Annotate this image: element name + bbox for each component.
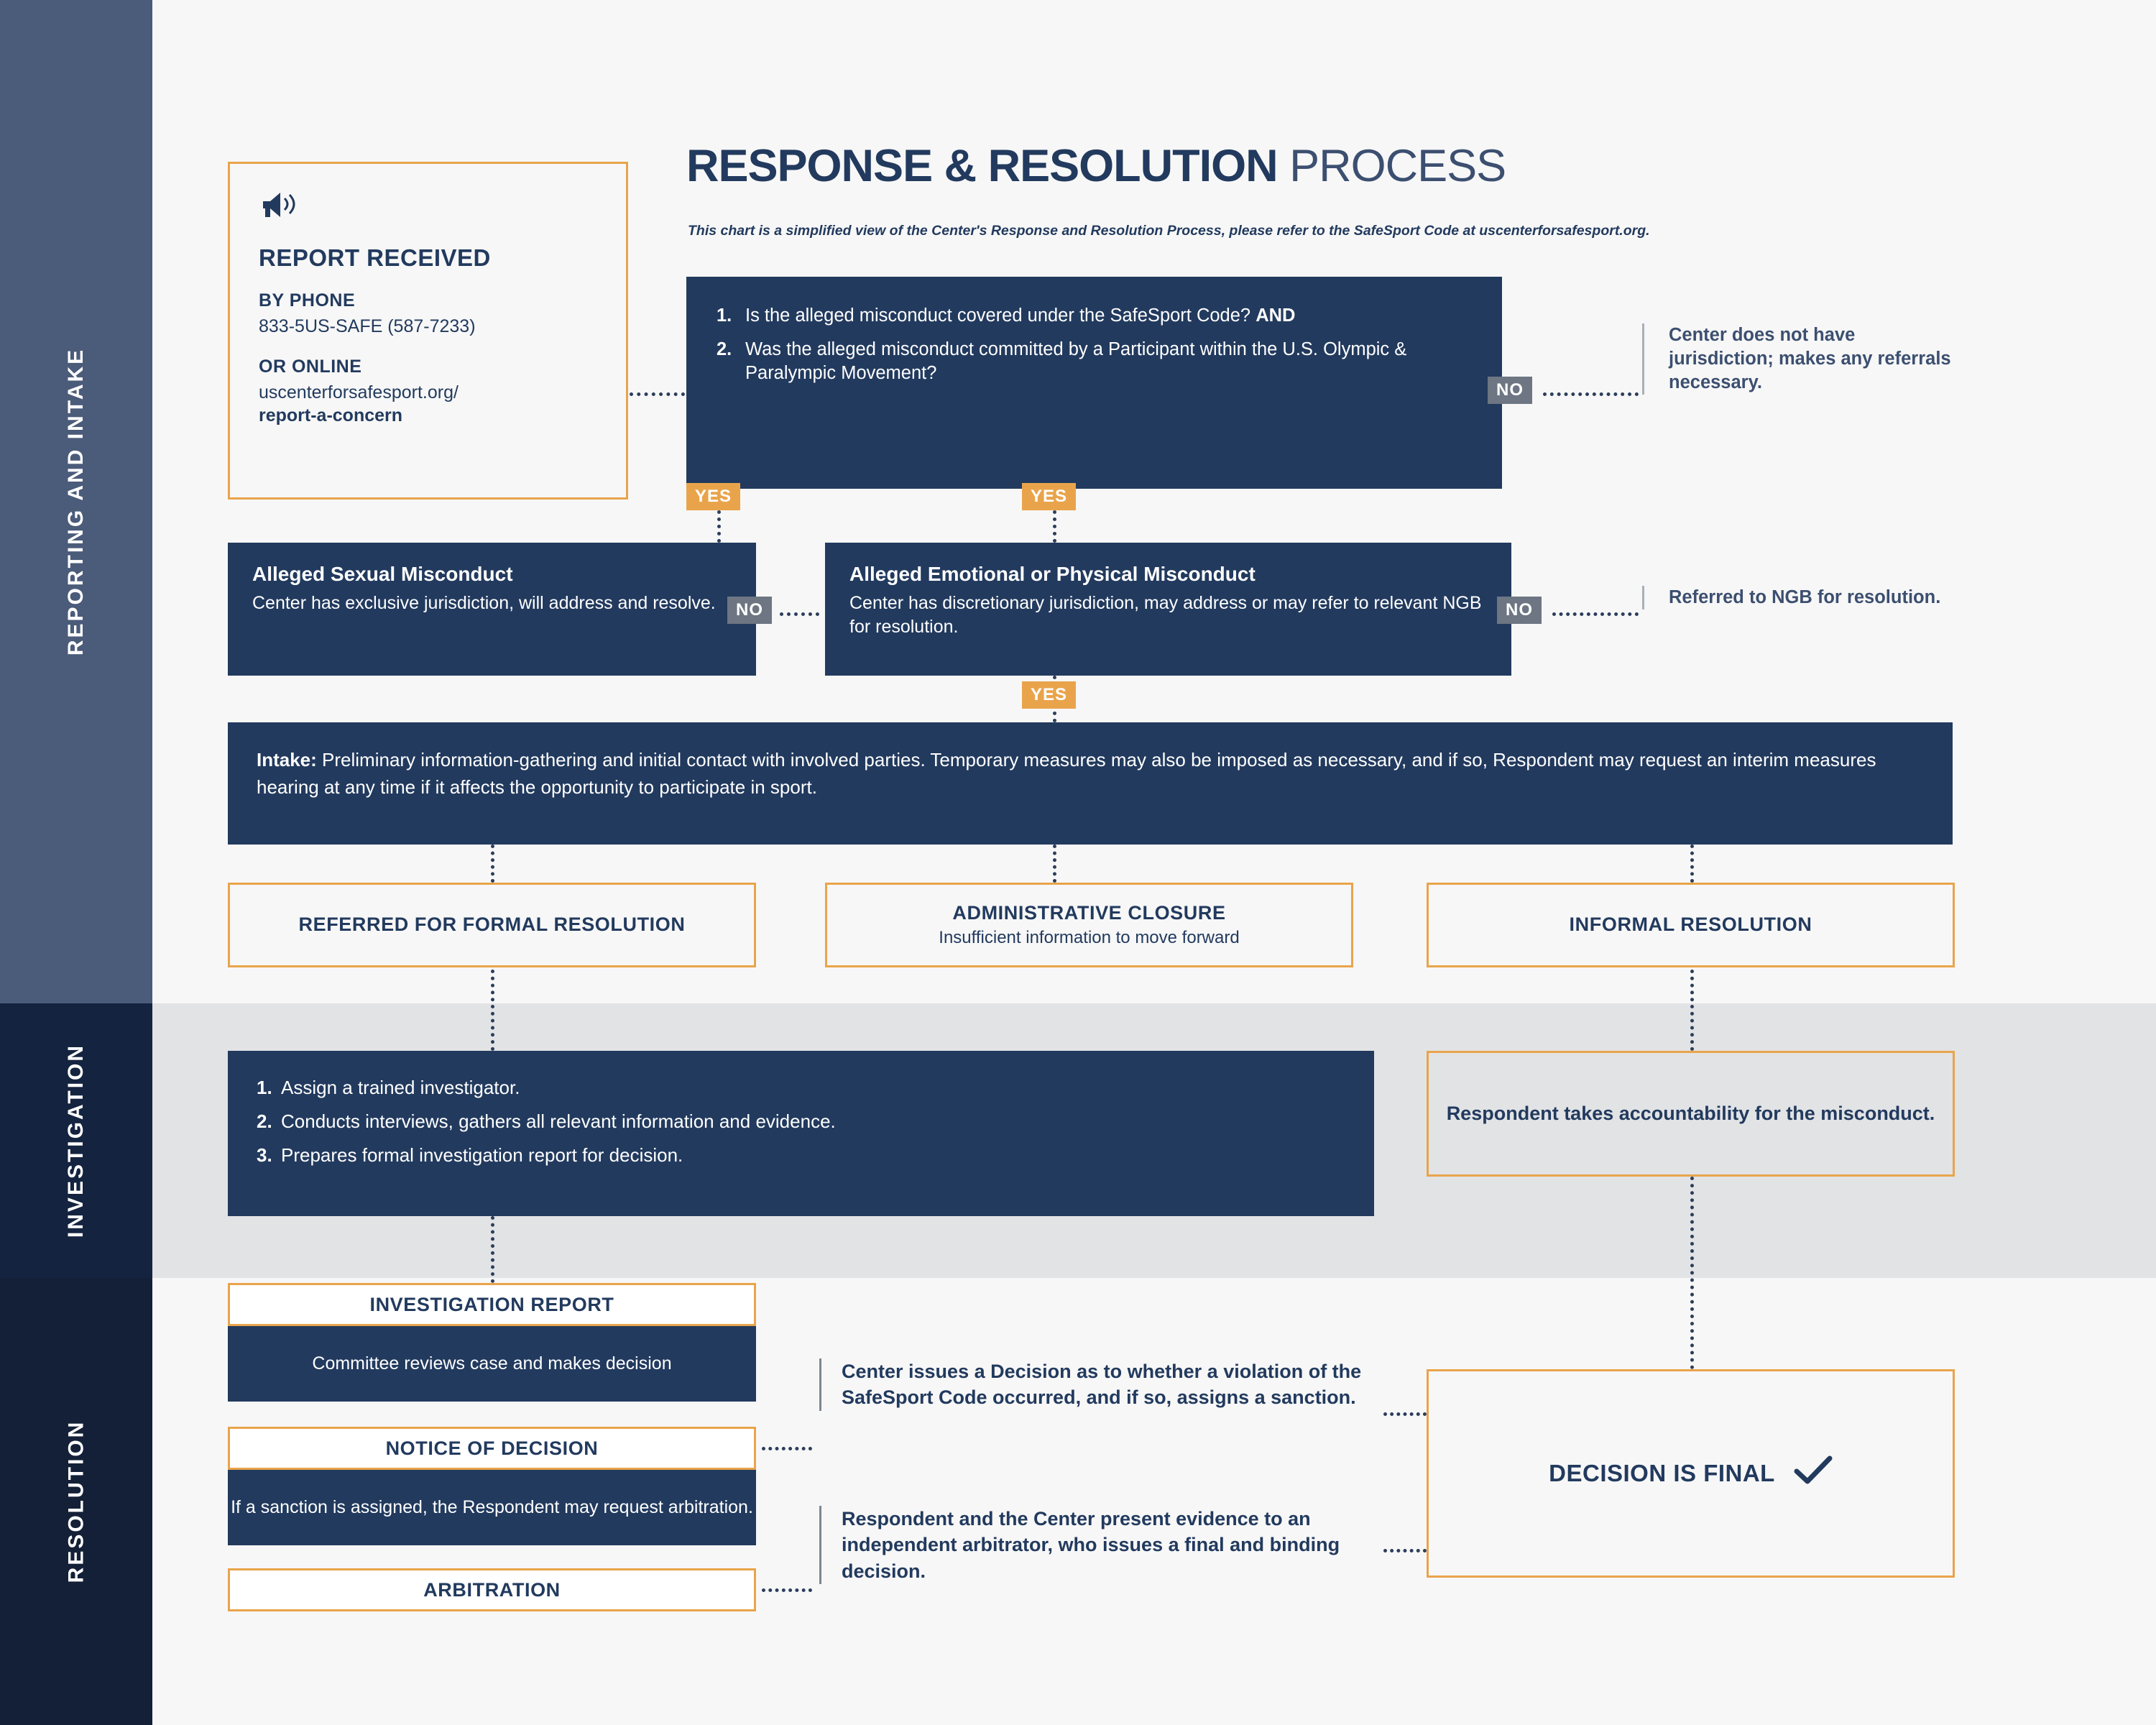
page-subtitle: This chart is a simplified view of the Center's Response and Resolution Process, please refer to the SafeSport Code at uscenterforsafesport.org.	[688, 223, 1650, 239]
investigation-step-3	[257, 1143, 1345, 1168]
report-online-url: uscenterforsafesport.org/	[259, 382, 459, 403]
investigation-step-1	[257, 1075, 1345, 1100]
report-phone-label: BY PHONE	[259, 290, 356, 310]
decision-is-final-label: DECISION IS FINAL	[1549, 1460, 1775, 1486]
jurisdiction-and: AND	[1256, 305, 1296, 326]
emotional-misconduct-title: Alleged Emotional or Physical Misconduct	[849, 563, 1256, 585]
note-no-jurisdiction: Center does not have jurisdiction; makes any referrals necessary.	[1642, 323, 1951, 395]
intake-label: Intake:	[257, 749, 317, 770]
intake-box	[228, 722, 1953, 845]
jurisdiction-question-1-text: Is the alleged misconduct covered under the SafeSport Code? AND	[745, 305, 1296, 326]
sexual-misconduct-title: Alleged Sexual Misconduct	[252, 563, 513, 585]
tag-no-emotional: NO	[1497, 597, 1542, 624]
outcome-administrative-closure-sub: Insufficient information to move forward	[939, 927, 1240, 947]
phase-label-reporting-text: REPORTING AND INTAKE	[64, 347, 88, 656]
outcome-administrative-closure-label: ADMINISTRATIVE CLOSURE	[952, 902, 1226, 924]
page-title-bold: RESPONSE & RESOLUTION	[686, 141, 1278, 191]
phase-label-investigation	[0, 1003, 152, 1278]
emotional-misconduct-box	[825, 543, 1511, 676]
tag-yes-emotional: YES	[1022, 483, 1076, 510]
jurisdiction-question-box	[686, 277, 1502, 489]
investigation-report-header-text: INVESTIGATION REPORT	[369, 1293, 614, 1315]
report-online-value	[259, 382, 597, 427]
report-online-label: OR ONLINE	[259, 356, 362, 377]
connector-decision-note-to-final	[1383, 1412, 1427, 1416]
jurisdiction-question-1	[717, 304, 1472, 328]
report-received-title: REPORT RECEIVED	[259, 244, 491, 271]
connector-emotional-no	[1552, 612, 1639, 616]
respondent-accountability-text: Respondent takes accountability for the misconduct.	[1446, 1102, 1935, 1124]
investigation-step-2-text: Conducts interviews, gathers all relevant information and evidence.	[281, 1110, 836, 1133]
tag-yes-intake: YES	[1022, 681, 1076, 709]
outcome-referred-formal-label: REFERRED FOR FORMAL RESOLUTION	[298, 914, 686, 936]
investigation-step-1-number: 1.	[257, 1077, 272, 1098]
intake-text	[257, 747, 1924, 801]
connector-informal-to-accountability	[1690, 970, 1694, 1051]
connector-notice-to-decision-note	[762, 1447, 812, 1450]
intake-body: Preliminary information-gathering and initial contact with involved parties. Temporary measures may also be imposed as necessary, and if so, Respondent may request an interim measures hearing at any time if it affects the opportunity to participate in sport.	[257, 749, 1876, 798]
investigation-step-2-number: 2.	[257, 1110, 272, 1133]
arbitration-header	[228, 1568, 756, 1611]
investigation-step-3-number: 3.	[257, 1144, 272, 1167]
investigation-step-2	[257, 1109, 1345, 1134]
notice-of-decision-header-text: NOTICE OF DECISION	[385, 1437, 599, 1459]
outcome-informal-resolution-label: INFORMAL RESOLUTION	[1569, 914, 1812, 936]
sexual-misconduct-box	[228, 543, 756, 676]
arbitration-header-text: ARBITRATION	[423, 1578, 561, 1601]
outcome-administrative-closure	[825, 883, 1353, 967]
report-phone-value: 833-5US-SAFE (587-7233)	[259, 316, 476, 336]
jurisdiction-question-2	[717, 338, 1472, 385]
connector-accountability-to-final	[1690, 1177, 1694, 1369]
connector-question-no	[1543, 392, 1639, 396]
tag-yes-sexual: YES	[686, 483, 740, 510]
outcome-referred-formal	[228, 883, 756, 967]
sexual-misconduct-text: Center has exclusive jurisdiction, will address and resolve.	[252, 593, 716, 613]
connector-report-to-question	[630, 392, 685, 396]
notice-of-decision-body	[228, 1470, 756, 1545]
tag-no-jurisdiction: NO	[1488, 377, 1532, 404]
tag-no-sexual: NO	[727, 597, 772, 624]
connector-intake-formal	[491, 845, 494, 883]
note-referred-ngb: Referred to NGB for resolution.	[1642, 586, 1951, 610]
investigation-report-body-text: Committee reviews case and makes decision	[312, 1353, 672, 1374]
megaphone-icon	[259, 188, 597, 226]
decision-is-final-box	[1427, 1369, 1955, 1578]
outcome-informal-resolution	[1427, 883, 1955, 967]
investigation-report-body	[228, 1326, 756, 1402]
report-received-card	[228, 162, 628, 500]
phase-label-reporting	[0, 0, 152, 1003]
checkmark-icon	[1794, 1455, 1833, 1491]
investigation-steps-box	[228, 1051, 1374, 1216]
arbitration-note: Respondent and the Center present evidence to an independent arbitrator, who issues a final and binding decision.	[819, 1506, 1380, 1584]
jurisdiction-question-1-number: 1.	[717, 305, 732, 326]
decision-note: Center issues a Decision as to whether a violation of the SafeSport Code occurred, and if so, assigns a sanction.	[819, 1358, 1365, 1411]
page-title-light: PROCESS	[1277, 141, 1506, 191]
page-title	[686, 140, 1506, 192]
connector-sexual-no	[780, 612, 819, 616]
emotional-misconduct-text: Center has discretionary jurisdiction, may address or may refer to relevant NGB for resolution.	[849, 593, 1482, 637]
investigation-report-header	[228, 1283, 756, 1326]
phase-label-resolution	[0, 1278, 152, 1725]
connector-intake-admin	[1053, 845, 1056, 883]
jurisdiction-question-2-number: 2.	[717, 339, 732, 360]
connector-arbitration-note-to-final	[1383, 1549, 1427, 1552]
connector-formal-to-investigation	[491, 970, 494, 1051]
report-online-path: report-a-concern	[259, 405, 403, 426]
jurisdiction-question-2-text: Was the alleged misconduct committed by a Participant within the U.S. Olympic & Paralympic Movement?	[745, 339, 1407, 384]
investigation-step-1-text: Assign a trained investigator.	[281, 1077, 520, 1098]
phase-label-resolution-text: RESOLUTION	[64, 1420, 88, 1583]
respondent-accountability-box	[1427, 1051, 1955, 1177]
connector-arbitration-to-note	[762, 1588, 812, 1592]
phase-label-investigation-text: INVESTIGATION	[64, 1043, 88, 1238]
notice-of-decision-header	[228, 1427, 756, 1470]
connector-intake-informal	[1690, 845, 1694, 883]
connector-investigation-to-report	[491, 1216, 494, 1283]
investigation-step-3-text: Prepares formal investigation report for decision.	[281, 1144, 683, 1167]
notice-of-decision-body-text: If a sanction is assigned, the Respondent may request arbitration.	[231, 1497, 753, 1518]
